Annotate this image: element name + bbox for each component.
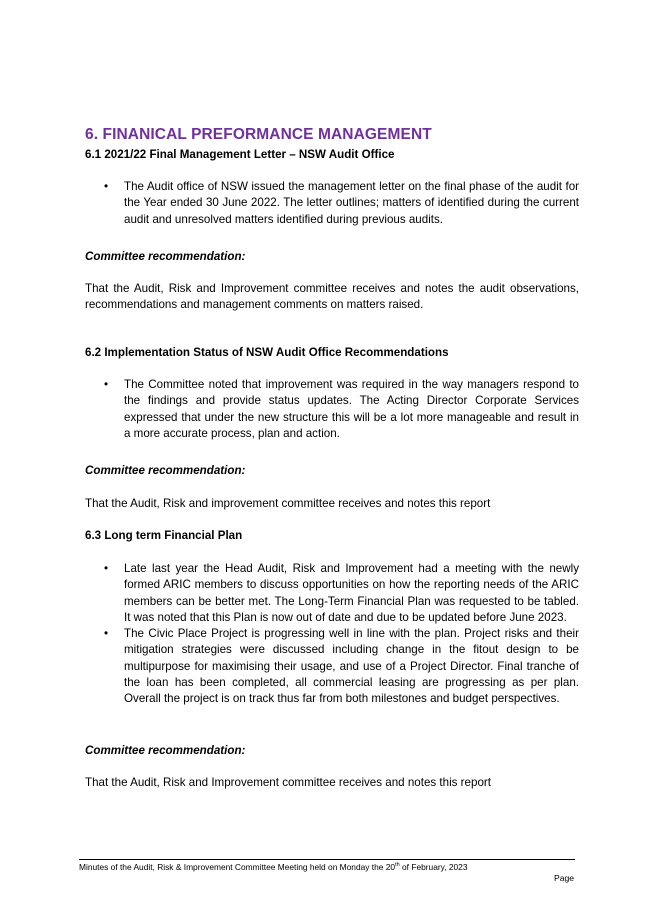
list-item: • The Audit office of NSW issued the management letter on the final phase of the audit for the Year ended 30 June 2022. The letter outlines; matters of identified during the current audit and unresolved matters identified during previous audits. <box>104 180 579 226</box>
subsection-6-2-title: 6.2 Implementation Status of NSW Audit Office Recommendations <box>85 346 449 359</box>
recommendation-label-6-3: Committee recommendation: <box>85 744 246 757</box>
recommendation-text-6-3: That the Audit, Risk and Improvement committee receives and notes this report <box>85 776 491 789</box>
footer-divider <box>79 859 575 860</box>
list-item: • The Committee noted that improvement was required in the way managers respond to the findings and provide status updates. The Acting Director Corporate Services expressed that under the new structure this will be a lot more manageable and result in a more accurate process, plan and action. <box>104 378 579 440</box>
list-item: • The Civic Place Project is progressing well in line with the plan. Project risks and their mitigation strategies were discussed including change in the fitout design to be multipurpose for maximising their usage, and use of a Project Director. Final tranche of the loan has been completed, all commercial leasing are progressing as per plan. Overall the project is on track thus far from both milestones and budget perspectives. <box>104 627 579 706</box>
bullet-icon: • <box>104 180 109 193</box>
page-number-label: Page <box>554 873 575 883</box>
subsection-6-1-bullets <box>85 179 579 228</box>
bullet-icon: • <box>104 378 109 391</box>
bullet-icon: • <box>104 562 109 575</box>
subsection-6-3-title: 6.3 Long term Financial Plan <box>85 529 243 542</box>
list-item: • Late last year the Head Audit, Risk and Improvement had a meeting with the newly formed ARIC members to discuss opportunities on how the reporting needs of the ARIC members can be better met. The Long-Term Financial Plan was requested to be tabled. It was noted that this Plan is now out of date and due to be updated before June 2023. <box>104 562 579 624</box>
section-heading: 6. FINANICAL PREFORMANCE MANAGEMENT <box>85 126 432 143</box>
recommendation-text-6-1: That the Audit, Risk and Improvement committee receives and notes the audit observations, recommendations and management comments on matters raised. <box>85 282 579 312</box>
recommendation-text-6-2: That the Audit, Risk and improvement committee receives and notes this report <box>85 497 491 510</box>
bullet-icon: • <box>104 627 109 641</box>
recommendation-label-6-2: Committee recommendation: <box>85 464 246 477</box>
subsection-6-3-bullets <box>85 561 579 708</box>
subsection-6-1-title: 6.1 2021/22 Final Management Letter – NSW Audit Office <box>85 148 395 161</box>
subsection-6-2-bullets <box>85 377 579 442</box>
footer-text: Minutes of the Audit, Risk & Improvement Committee Meeting held on Monday the 20th of February, 2023 <box>79 862 468 872</box>
recommendation-label-6-1: Committee recommendation: <box>85 250 246 263</box>
